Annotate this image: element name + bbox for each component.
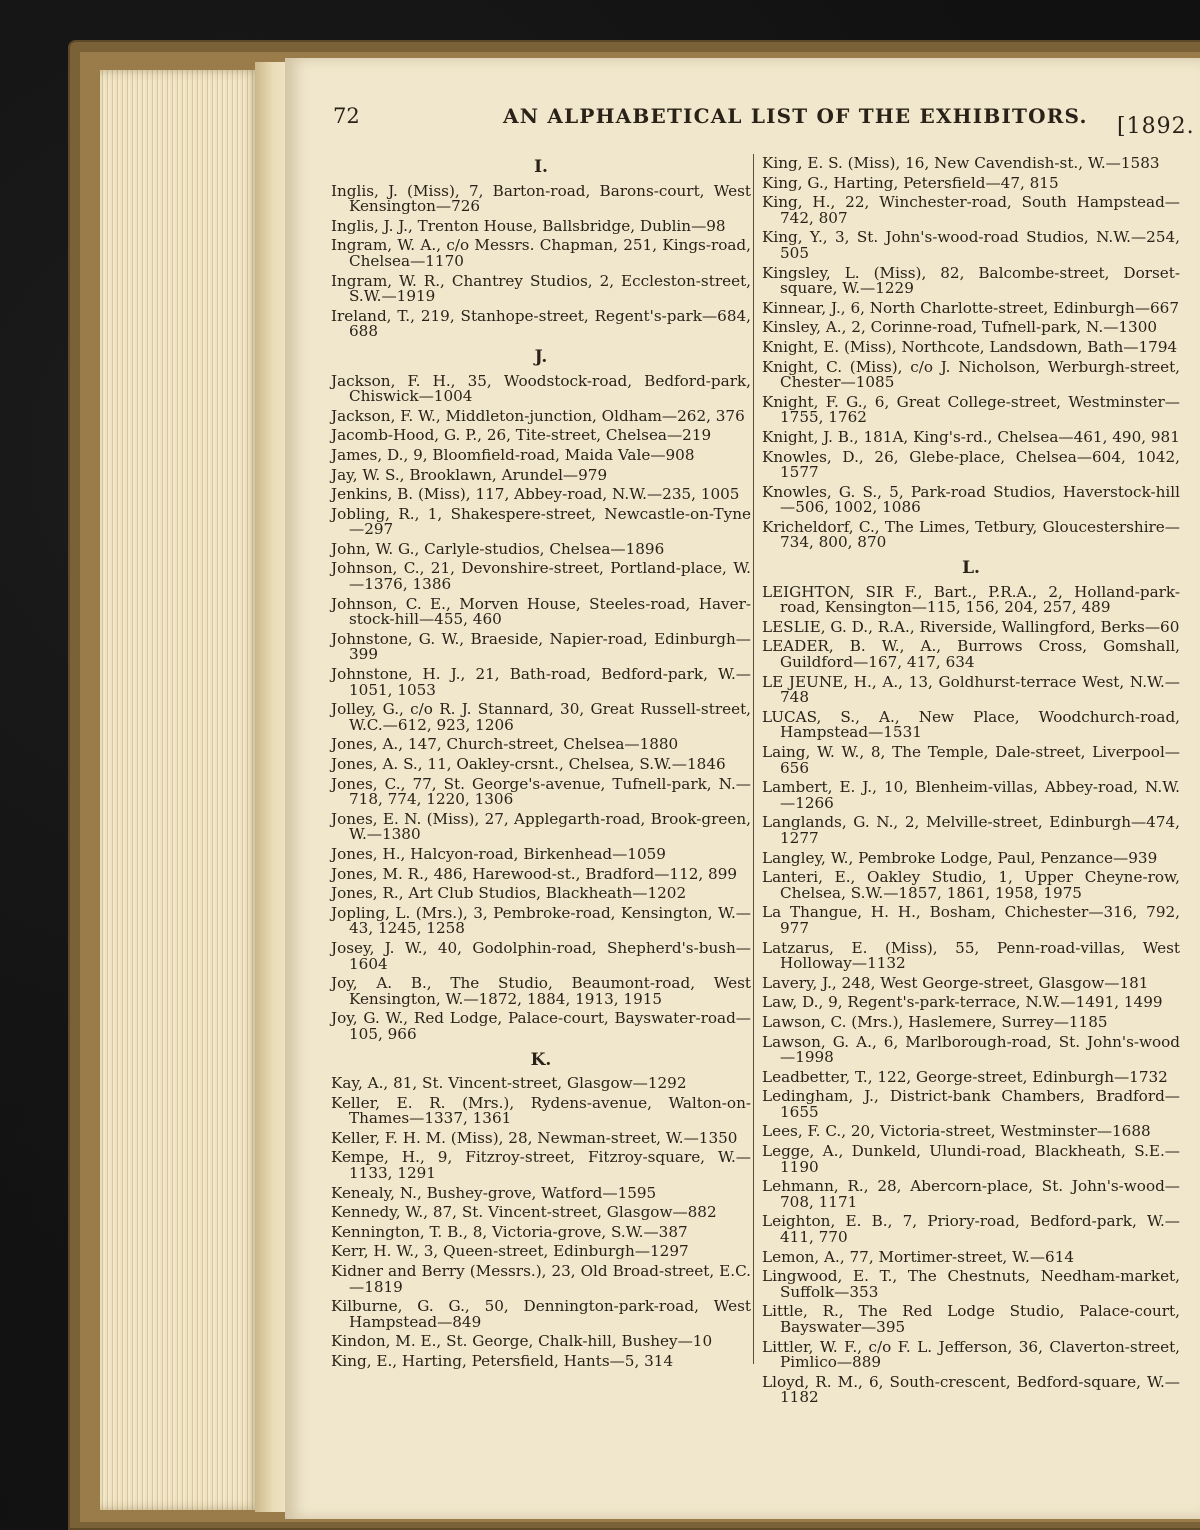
exhibitor-entry: Ingram, W. A., c/o Messrs. Chapman, 251, Kings-road, Chelsea—1170: [331, 236, 751, 270]
exhibitor-entry: Jones, E. N. (Miss), 27, Applegarth-road, Brook-green, W.—1380: [331, 809, 751, 844]
exhibitor-entry: Kinsley, A., 2, Corinne-road, Tufnell-park, N.—1300: [762, 318, 1158, 337]
exhibitor-entry: Joy, A. B., The Studio, Beaumont-road, West Kensington, W.—1872, 1884, 1913, 1915: [331, 974, 751, 1008]
exhibitor-entry: James, D., 9, Bloomfield-road, Maida Vale—908: [331, 445, 695, 464]
exhibitor-entry: Lavery, J., 248, West George-street, Glasgow—181: [762, 973, 1149, 992]
exhibitor-entry: Kenealy, N., Bushey-grove, Watford—1595: [331, 1183, 657, 1202]
exhibitor-entry: Jackson, F. W., Middleton-junction, Oldham—262, 376: [331, 406, 745, 425]
exhibitor-entry: Kinnear, J., 6, North Charlotte-street, Edinburgh—667: [762, 298, 1179, 317]
page-edges: [100, 70, 260, 1510]
exhibitor-entry: Jopling, L. (Mrs.), 3, Pembroke-road, Kensington, W.—43, 1245, 1258: [331, 903, 751, 938]
exhibitor-entry: Kay, A., 81, St. Vincent-street, Glasgow—1292: [331, 1074, 687, 1093]
exhibitor-entry: Kennedy, W., 87, St. Vincent-street, Glasgow—882: [331, 1203, 717, 1222]
exhibitor-entry: Laing, W. W., 8, The Temple, Dale-street, Liverpool—656: [762, 743, 1180, 777]
exhibitor-entry: Knight, J. B., 181A, King's-rd., Chelsea—461, 490, 981: [762, 427, 1180, 446]
exhibitor-entry: Jay, W. S., Brooklawn, Arundel—979: [331, 465, 608, 484]
page-number: 72: [333, 104, 360, 128]
section-letter: I.: [534, 157, 548, 177]
exhibitor-entry: LUCAS, S., A., New Place, Woodchurch-road, Hampstead—1531: [762, 707, 1180, 742]
exhibitor-entry: Kennington, T. B., 8, Victoria-grove, S.W.—387: [331, 1222, 688, 1241]
exhibitor-entry: Lloyd, R. M., 6, South-crescent, Bedford-square, W.—1182: [762, 1372, 1180, 1407]
exhibitor-entry: Ireland, T., 219, Stanhope-street, Regent's-park—684, 688: [331, 306, 751, 341]
exhibitor-entry: Knowles, D., 26, Glebe-place, Chelsea—604, 1042, 1577: [762, 447, 1180, 482]
exhibitor-entry: Kempe, H., 9, Fitzroy-street, Fitzroy-square, W.—1133, 1291: [331, 1148, 751, 1183]
page-header: [285, 104, 1200, 144]
exhibitor-entry: Ledingham, J., District-bank Chambers, Bradford—1655: [762, 1087, 1180, 1121]
book-page: [285, 58, 1200, 1519]
exhibitor-entry: Keller, F. H. M. (Miss), 28, Newman-street, W.—1350: [331, 1128, 738, 1147]
exhibitor-entry: Jones, H., Halcyon-road, Birkenhead—1059: [331, 844, 666, 863]
exhibitor-entry: Kingsley, L. (Miss), 82, Balcombe-street, Dorset-square, W.—1229: [762, 263, 1180, 298]
exhibitor-entry: Lingwood, E. T., The Chestnuts, Needham-market, Suffolk—353: [762, 1267, 1180, 1301]
exhibitor-entry: Jones, M. R., 486, Harewood-st., Bradford—112, 899: [331, 864, 738, 883]
exhibitor-entry: Kindon, M. E., St. George, Chalk-hill, Bushey—10: [331, 1332, 713, 1351]
exhibitor-entry: Jones, A. S., 11, Oakley-crsnt., Chelsea, S.W.—1846: [331, 755, 726, 773]
exhibitor-entry: Little, R., The Red Lodge Studio, Palace-court, Bayswater—395: [762, 1302, 1180, 1336]
exhibitor-entry: Jones, R., Art Club Studios, Blackheath—1202: [331, 884, 687, 903]
exhibitor-entry: Jenkins, B. (Miss), 117, Abbey-road, N.W.—235, 1005: [331, 485, 740, 504]
exhibitor-entry: Johnson, C., 21, Devonshire-street, Portland-place, W.—1376, 1386: [331, 559, 751, 594]
exhibitor-entry: LEADER, B. W., A., Burrows Cross, Gomshall, Guildford—167, 417, 634: [762, 637, 1180, 672]
exhibitor-entry: Joy, G. W., Red Lodge, Palace-court, Bayswater-road—105, 966: [331, 1009, 751, 1043]
exhibitor-entry: Knight, F. G., 6, Great College-street, Westminster—1755, 1762: [762, 392, 1180, 427]
exhibitor-entry: Josey, J. W., 40, Godolphin-road, Shepherd's-bush—1604: [331, 938, 751, 973]
exhibitor-entry: Inglis, J. (Miss), 7, Barton-road, Barons-court, West Kensington—726: [331, 181, 751, 216]
exhibitor-entry: Langlands, G. N., 2, Melville-street, Edinburgh—474, 1277: [762, 813, 1180, 847]
section-letter: K.: [530, 1049, 552, 1070]
exhibitor-entry: Leighton, E. B., 7, Priory-road, Bedford-park, W.—411, 770: [762, 1212, 1180, 1247]
exhibitor-entry: Inglis, J. J., Trenton House, Ballsbridge, Dublin—98: [331, 216, 726, 235]
column-divider: [753, 154, 754, 1364]
year-label: [1892.: [1117, 114, 1195, 139]
exhibitor-entry: Knight, C. (Miss), c/o J. Nicholson, Werburgh-street, Chester—1085: [762, 357, 1180, 392]
exhibitor-entry: King, E. S. (Miss), 16, New Cavendish-st., W.—1583: [762, 154, 1160, 172]
exhibitor-entry: Littler, W. F., c/o F. L. Jefferson, 36, Claverton-street, Pimlico—889: [762, 1337, 1180, 1372]
right-column: [762, 156, 1180, 1410]
exhibitor-entry: Johnson, C. E., Morven House, Steeles-road, Haver-stock-hill—455, 460: [331, 594, 751, 629]
exhibitor-entry: Langley, W., Pembroke Lodge, Paul, Penzance—939: [762, 848, 1158, 867]
exhibitor-entry: Johnstone, G. W., Braeside, Napier-road, Edinburgh—399: [331, 629, 751, 664]
exhibitor-entry: Jones, A., 147, Church-street, Chelsea—1880: [331, 735, 679, 754]
left-column: [331, 156, 751, 1374]
exhibitor-entry: Lehmann, R., 28, Abercorn-place, St. John's-wood—708, 1171: [762, 1177, 1180, 1211]
exhibitor-entry: Legge, A., Dunkeld, Ulundi-road, Blackheath, S.E.—1190: [762, 1142, 1180, 1176]
exhibitor-entry: Lambert, E. J., 10, Blenheim-villas, Abbey-road, N.W.—1266: [762, 778, 1180, 812]
exhibitor-entry: Johnstone, H. J., 21, Bath-road, Bedford-park, W.—1051, 1053: [331, 665, 751, 699]
exhibitor-entry: Law, D., 9, Regent's-park-terrace, N.W.—1491, 1499: [762, 993, 1163, 1012]
exhibitor-entry: Kidner and Berry (Messrs.), 23, Old Broad-street, E.C.—1819: [331, 1262, 751, 1296]
exhibitor-entry: King, H., 22, Winchester-road, South Hampstead—742, 807: [762, 193, 1180, 227]
exhibitor-entry: Jones, C., 77, St. George's-avenue, Tufnell-park, N.—718, 774, 1220, 1306: [331, 774, 751, 809]
exhibitor-entry: Latzarus, E. (Miss), 55, Penn-road-villas, West Holloway—1132: [762, 938, 1180, 973]
exhibitor-entry: Leadbetter, T., 122, George-street, Edinburgh—1732: [762, 1067, 1168, 1086]
section-letter: J.: [534, 346, 548, 367]
exhibitor-entry: Jacomb-Hood, G. P., 26, Tite-street, Chelsea—219: [331, 426, 712, 445]
exhibitor-entry: Kerr, H. W., 3, Queen-street, Edinburgh—1297: [331, 1242, 689, 1261]
exhibitor-entry: Lawson, C. (Mrs.), Haslemere, Surrey—1185: [762, 1012, 1108, 1031]
exhibitor-entry: Lees, F. C., 20, Victoria-street, Westminster—1688: [762, 1122, 1151, 1141]
exhibitor-entry: King, G., Harting, Petersfield—47, 815: [762, 173, 1059, 192]
exhibitor-entry: Keller, E. R. (Mrs.), Rydens-avenue, Walton-on-Thames—1337, 1361: [331, 1093, 751, 1128]
exhibitor-entry: LESLIE, G. D., R.A., Riverside, Wallingford, Berks—60: [762, 617, 1180, 636]
exhibitor-entry: John, W. G., Carlyle-studios, Chelsea—1896: [331, 539, 665, 558]
exhibitor-entry: Kricheldorf, C., The Limes, Tetbury, Gloucestershire—734, 800, 870: [762, 517, 1180, 552]
section-letter: L.: [962, 558, 980, 579]
exhibitor-entry: Knowles, G. S., 5, Park-road Studios, Haverstock-hill—506, 1002, 1086: [762, 482, 1180, 517]
exhibitor-entry: Ingram, W. R., Chantrey Studios, 2, Eccleston-street, S.W.—1919: [331, 271, 751, 306]
exhibitor-entry: King, Y., 3, St. John's-wood-road Studios, N.W.—254, 505: [762, 228, 1180, 262]
exhibitor-entry: LEIGHTON, SIR F., Bart., P.R.A., 2, Holland-park-road, Kensington—115, 156, 204, 257, 489: [762, 582, 1180, 617]
exhibitor-entry: Lemon, A., 77, Mortimer-street, W.—614: [762, 1247, 1075, 1266]
exhibitor-entry: Lawson, G. A., 6, Marlborough-road, St. John's-wood—1998: [762, 1032, 1180, 1067]
exhibitor-entry: Jolley, G., c/o R. J. Stannard, 30, Great Russell-street, W.C.—612, 923, 1206: [331, 700, 751, 734]
exhibitor-entry: Knight, E. (Miss), Northcote, Landsdown, Bath—1794: [762, 337, 1178, 356]
exhibitor-entry: La Thangue, H. H., Bosham, Chichester—316, 792, 977: [762, 903, 1180, 937]
exhibitor-entry: Jobling, R., 1, Shakespere-street, Newcastle-on-Tyne—297: [331, 504, 751, 539]
exhibitor-entry: Jackson, F. H., 35, Woodstock-road, Bedford-park, Chiswick—1004: [331, 371, 751, 406]
exhibitor-entry: King, E., Harting, Petersfield, Hants—5, 314: [331, 1352, 674, 1370]
exhibitor-entry: Kilburne, G. G., 50, Dennington-park-road, West Hampstead—849: [331, 1297, 751, 1331]
running-title: AN ALPHABETICAL LIST OF THE EXHIBITORS.: [503, 104, 1088, 128]
exhibitor-entry: Lanteri, E., Oakley Studio, 1, Upper Cheyne-row, Chelsea, S.W.—1857, 1861, 1958, 1975: [762, 868, 1180, 902]
exhibitor-entry: LE JEUNE, H., A., 13, Goldhurst-terrace West, N.W.—748: [762, 672, 1180, 707]
